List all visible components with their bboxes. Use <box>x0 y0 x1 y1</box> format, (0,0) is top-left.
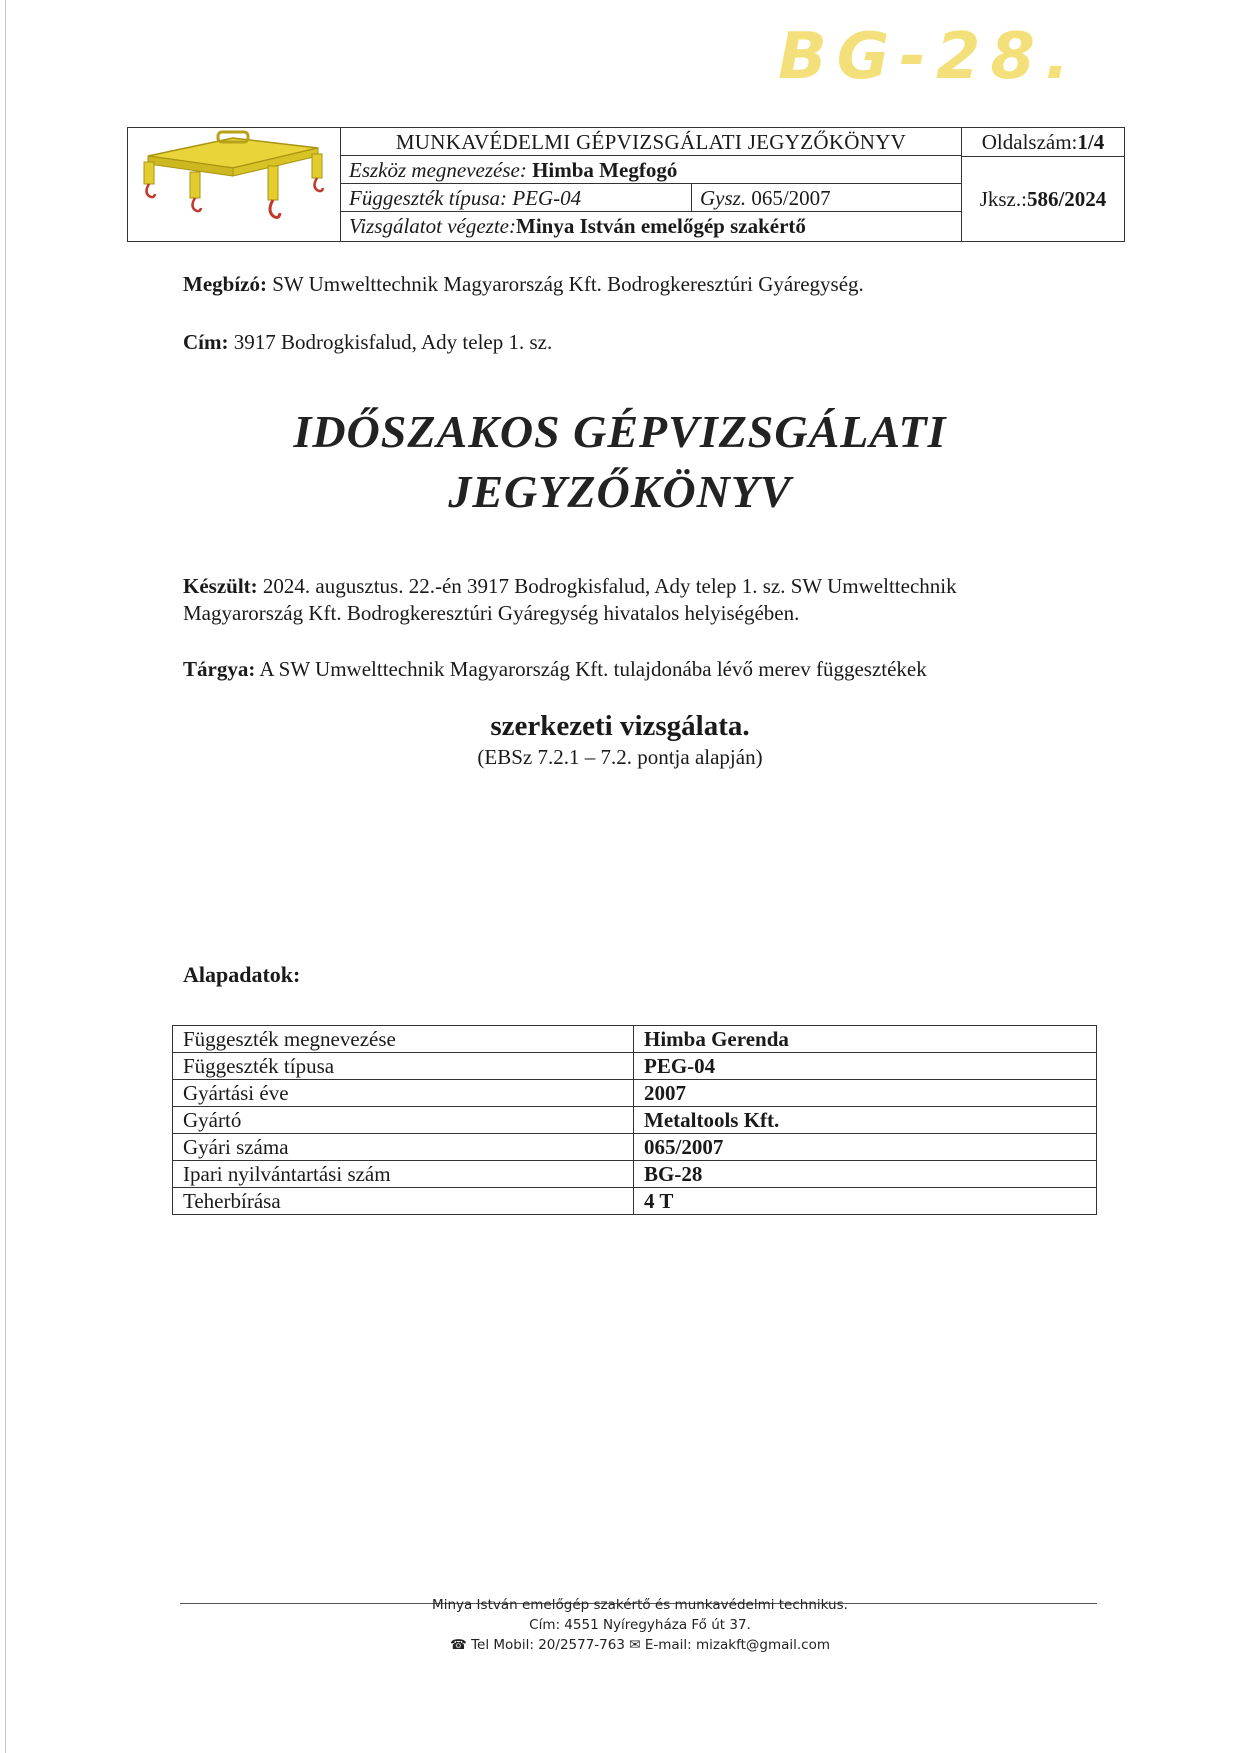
table-row <box>173 1053 1097 1080</box>
jksz-cell <box>962 156 1124 241</box>
row-key: Gyári száma <box>173 1134 634 1161</box>
row-key: Ipari nyilvántartási szám <box>173 1161 634 1188</box>
table-row <box>173 1080 1097 1107</box>
footer-email: E-mail: mizakft@gmail.com <box>644 1637 831 1653</box>
row-value: BG-28 <box>634 1161 1097 1188</box>
doc-type-title: MUNKAVÉDELMI GÉPVIZSGÁLATI JEGYZŐKÖNYV <box>341 128 961 156</box>
page-value: 1/4 <box>1077 130 1105 154</box>
row-key: Gyártási éve <box>173 1080 634 1107</box>
address-line <box>183 330 552 355</box>
client-line <box>183 272 864 297</box>
gysz-value: 065/2007 <box>751 186 831 210</box>
table-row <box>173 1026 1097 1053</box>
main-title-line2: JEGYZŐKÖNYV <box>448 466 792 517</box>
subtitle-note: (EBSz 7.2.1 – 7.2. pontja alapján) <box>477 745 763 769</box>
made-label: Készült: <box>183 574 258 598</box>
row-key: Gyártó <box>173 1107 634 1134</box>
row-value: Metaltools Kft. <box>634 1107 1097 1134</box>
page-label: Oldalszám: <box>981 130 1078 154</box>
made-text-1: 2024. augusztus. 22.-én 3917 Bodrogkisfalud, Ady telep 1. sz. SW Umwelttechnik <box>262 574 957 598</box>
footer-phone: Tel Mobil: 20/2577-763 <box>471 1637 625 1653</box>
address-label: Cím: <box>183 330 229 354</box>
table-row <box>173 1188 1097 1215</box>
inspector-value: Minya István emelőgép szakértő <box>516 214 806 238</box>
type-value: PEG-04 <box>512 186 582 210</box>
table-row <box>173 1134 1097 1161</box>
address-value: 3917 Bodrogkisfalud, Ady telep 1. sz. <box>233 330 553 354</box>
device-value: Himba Megfogó <box>532 158 678 182</box>
type-row <box>341 184 961 212</box>
jksz-value: 586/2024 <box>1026 187 1107 211</box>
device-row <box>341 156 961 184</box>
row-value: 065/2007 <box>634 1134 1097 1161</box>
footer-line1: Minya István emelőgép szakértő és munkavédelmi technikus. <box>432 1597 848 1613</box>
handwritten-mark: BG-28. <box>778 20 1080 94</box>
mail-icon: ✉ <box>629 1637 641 1653</box>
row-value: 2007 <box>634 1080 1097 1107</box>
page-edge <box>5 0 6 1753</box>
gysz-label: Gysz. <box>700 186 747 210</box>
row-key: Függeszték típusa <box>173 1053 634 1080</box>
made-line1 <box>183 574 957 599</box>
row-key: Teherbírása <box>173 1188 634 1215</box>
client-label: Megbízó: <box>183 272 267 296</box>
subtitle: szerkezeti vizsgálata. <box>490 710 750 742</box>
inspector-row <box>341 212 961 242</box>
footer-line3 <box>0 1637 1240 1653</box>
footer-line2: Cím: 4551 Nyíregyháza Fő út 37. <box>529 1617 751 1633</box>
device-label: Eszköz megnevezése: <box>349 158 527 182</box>
product-image-cell <box>128 128 341 241</box>
gysz-cell <box>691 184 831 211</box>
basic-data-heading: Alapadatok: <box>183 962 301 987</box>
lifting-beam-image <box>128 128 338 240</box>
table-row <box>173 1161 1097 1188</box>
page-number-cell <box>962 128 1124 157</box>
type-label: Függeszték típusa: <box>349 186 508 210</box>
subject-value: A SW Umwelttechnik Magyarország Kft. tulajdonába lévő merev függesztékek <box>259 657 927 681</box>
made-text-2: Magyarország Kft. Bodrogkeresztúri Gyáregység hivatalos helyiségében. <box>183 601 800 625</box>
subject-label: Tárgya: <box>183 657 256 681</box>
phone-icon: ☎ <box>449 1637 467 1653</box>
main-title-line1: IDŐSZAKOS GÉPVIZSGÁLATI <box>293 406 947 457</box>
row-key: Függeszték megnevezése <box>173 1026 634 1053</box>
row-value: Himba Gerenda <box>634 1026 1097 1053</box>
basic-data-table <box>172 1025 1097 1215</box>
jksz-label: Jksz.: <box>979 187 1027 211</box>
client-value: SW Umwelttechnik Magyarország Kft. Bodrogkeresztúri Gyáregység. <box>272 272 864 296</box>
row-value: 4 T <box>634 1188 1097 1215</box>
row-value: PEG-04 <box>634 1053 1097 1080</box>
subject-line <box>183 657 927 682</box>
table-row <box>173 1107 1097 1134</box>
inspector-label: Vizsgálatot végezte: <box>349 214 516 238</box>
header-table <box>127 127 1125 242</box>
